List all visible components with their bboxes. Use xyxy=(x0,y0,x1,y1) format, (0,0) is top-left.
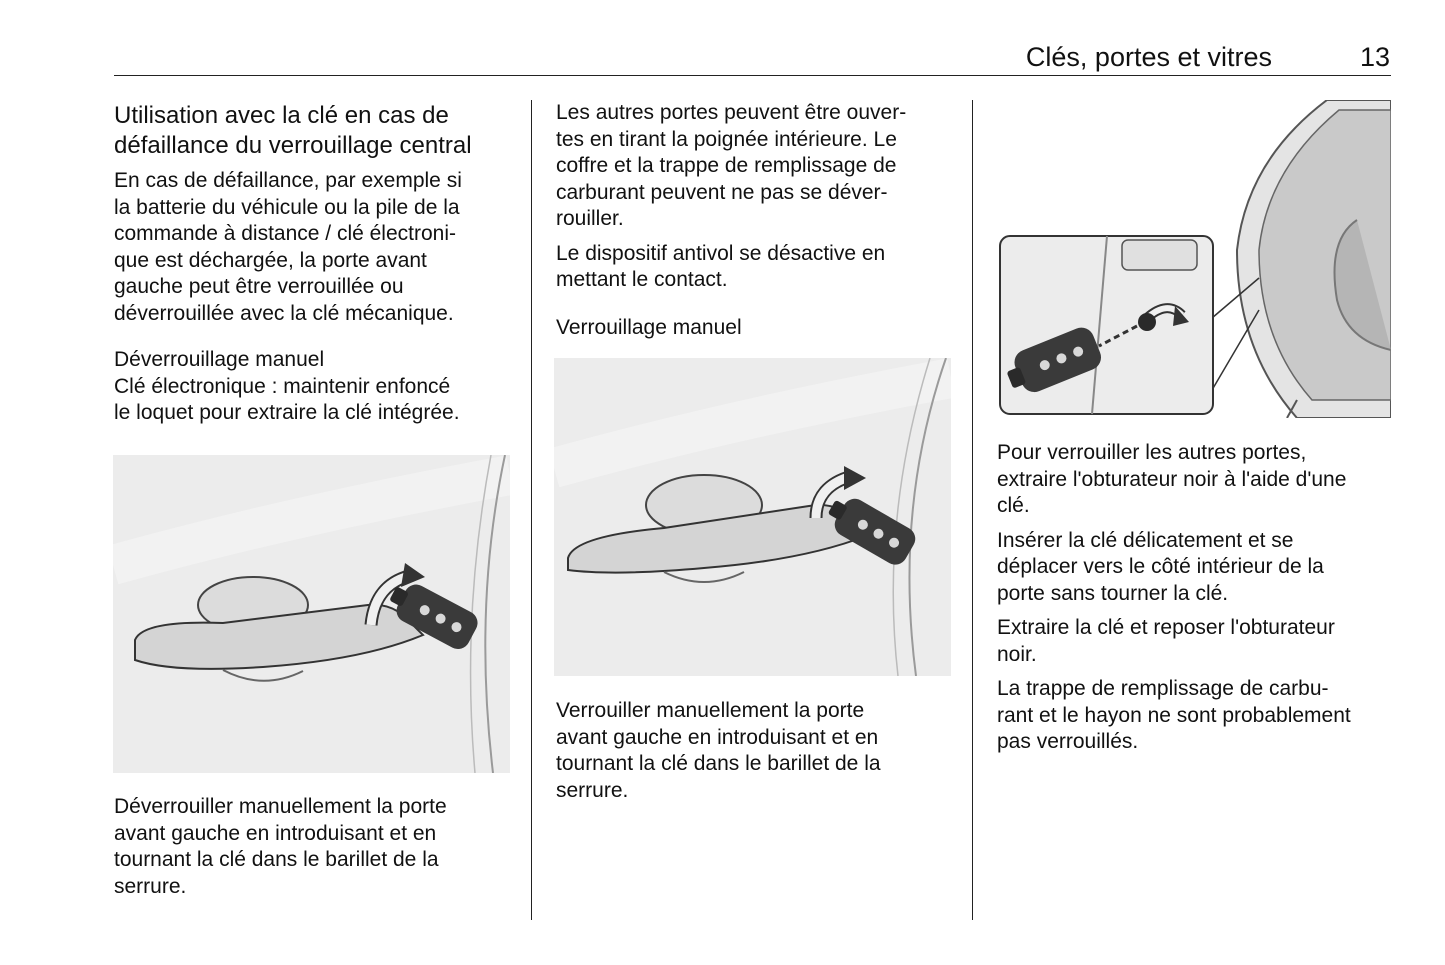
paragraph-antivol xyxy=(556,241,956,294)
text-line: déverrouillée avec la clé mécanique. xyxy=(114,301,454,325)
text-line: coffre et la trappe de remplissage de xyxy=(556,154,897,177)
text-line: gauche peut être verrouillée ou xyxy=(114,275,404,298)
section-heading xyxy=(114,101,519,161)
text-line: En cas de défaillance, par exemple si xyxy=(114,169,462,192)
text-line: clé. xyxy=(997,494,1030,517)
text-line: carburant peuvent ne pas se déver- xyxy=(556,180,888,204)
text-line: Insérer la clé délicatement et se xyxy=(997,528,1294,552)
header-rule xyxy=(114,75,1391,76)
subheading-deverrouillage: Déverrouillage manuel xyxy=(114,348,325,371)
paragraph-extraire xyxy=(997,615,1397,668)
section-title: Clés, portes et vitres xyxy=(1025,42,1272,72)
door-lock-cap-illustration xyxy=(997,100,1391,418)
text-line: mettant le contact. xyxy=(556,268,728,291)
text-line: La trappe de remplissage de carbu- xyxy=(997,677,1329,700)
text-line: le loquet pour extraire la clé intégrée. xyxy=(114,401,460,424)
text-line: déplacer vers le côté intérieur de la xyxy=(997,555,1324,578)
page-number: 13 xyxy=(1359,42,1390,72)
text-line: extraire l'obturateur noir à l'aide d'une xyxy=(997,467,1347,491)
subheading-verrouillage: Verrouillage manuel xyxy=(556,315,742,339)
text-line: serrure. xyxy=(114,874,187,898)
door-handle-lock-illustration xyxy=(554,358,951,676)
text-line: avant gauche en introduisant et en xyxy=(556,725,879,749)
text-line: avant gauche en introduisant et en xyxy=(114,821,437,845)
text-line: Verrouiller manuellement la porte xyxy=(556,699,865,722)
text-line: serrure. xyxy=(556,778,629,802)
text-line: Clé électronique : maintenir enfoncé xyxy=(114,374,451,398)
text-line: tournant la clé dans le barillet de la xyxy=(556,752,881,775)
text-line: rant et le hayon ne sont probablement xyxy=(997,703,1351,727)
text-line: tournant la clé dans le barillet de la xyxy=(114,848,439,871)
text-line: Pour verrouiller les autres portes, xyxy=(997,441,1307,464)
column-divider-1 xyxy=(531,100,532,920)
column-divider-2 xyxy=(972,100,973,920)
paragraph-trappe xyxy=(997,676,1397,756)
text-line: Le dispositif antivol se désactive en xyxy=(556,241,886,265)
key-paragraph xyxy=(114,374,519,427)
text-line: noir. xyxy=(997,642,1037,666)
text-line: la batterie du véhicule ou la pile de la xyxy=(114,195,460,219)
paragraph-verrouiller-autres xyxy=(997,440,1397,520)
text-line: Extraire la clé et reposer l'obturateur xyxy=(997,616,1335,639)
text-line: Déverrouiller manuellement la porte xyxy=(114,795,447,818)
column-2 xyxy=(556,100,956,341)
text-line: Les autres portes peuvent être ouver- xyxy=(556,101,907,124)
door-handle-unlock-illustration xyxy=(113,455,510,773)
paragraph-inserer xyxy=(997,528,1397,608)
heading-line: Utilisation avec la clé en cas de xyxy=(114,102,449,129)
figure-2-caption xyxy=(556,698,956,812)
text-line: que est déchargée, la porte avant xyxy=(114,248,427,272)
text-line: porte sans tourner la clé. xyxy=(997,581,1229,605)
text-line: pas verrouillés. xyxy=(997,730,1139,753)
intro-paragraph xyxy=(114,168,519,327)
column-1 xyxy=(114,101,519,435)
column-3 xyxy=(997,440,1397,764)
text-line: tes en tirant la poignée intérieure. Le xyxy=(556,127,897,151)
text-line: rouiller. xyxy=(556,207,624,230)
figure-1-caption xyxy=(114,794,519,908)
heading-line: défaillance du verrouillage central xyxy=(114,132,472,159)
paragraph-autres-portes xyxy=(556,100,956,233)
text-line: commande à distance / clé électroni- xyxy=(114,222,456,245)
